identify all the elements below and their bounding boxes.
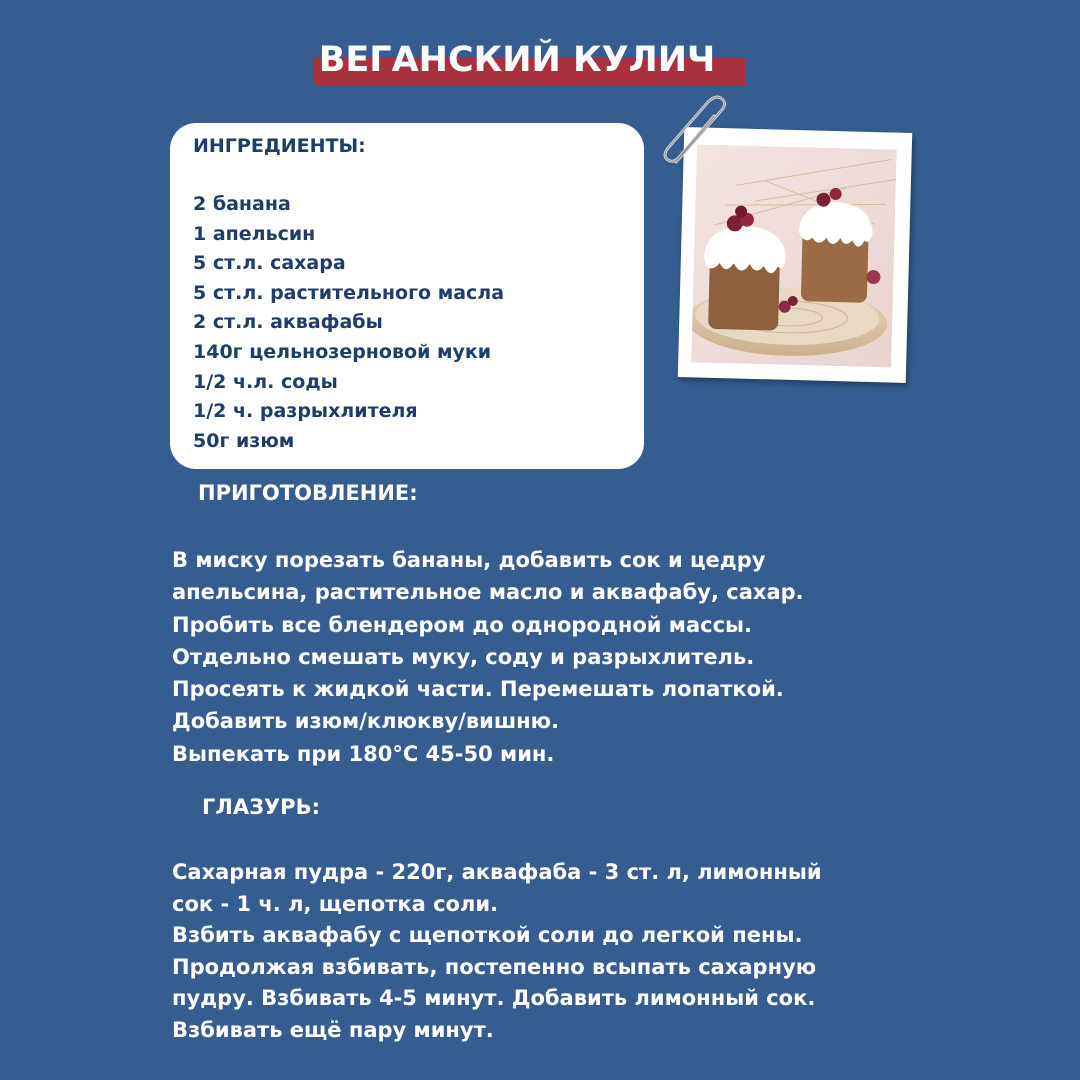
ingredients-heading: ИНГРЕДИЕНТЫ: bbox=[193, 135, 366, 157]
preparation-text bbox=[172, 544, 804, 770]
ingredient-item: 5 ст.л. растительного масла bbox=[193, 281, 505, 304]
ingredient-item: 1 апельсин bbox=[193, 222, 316, 245]
glaze-line: Взбить аквафабу с щепоткой соли до легкой пены. bbox=[172, 923, 803, 948]
glaze-line: сок - 1 ч. л, щепотка соли. bbox=[172, 891, 499, 916]
glaze-heading: ГЛАЗУРЬ: bbox=[202, 795, 320, 819]
ingredient-item: 2 ст.л. аквафабы bbox=[193, 311, 383, 334]
glaze-line: Продолжая взбивать, постепенно всыпать сахарную bbox=[172, 954, 817, 979]
ingredient-item: 2 банана bbox=[193, 193, 291, 215]
kulich-illustration bbox=[691, 144, 897, 367]
glaze-line: пудру. Взбивать 4-5 минут. Добавить лимонный сок. bbox=[172, 986, 816, 1011]
paperclip-icon bbox=[658, 94, 738, 174]
ingredient-item: 140г цельнозерновой муки bbox=[193, 340, 492, 363]
ingredients-card bbox=[170, 123, 644, 469]
ingredient-item: 5 ст.л. сахара bbox=[193, 252, 346, 275]
preparation-line: Добавить изюм/клюкву/вишню. bbox=[172, 709, 560, 734]
ingredients-list bbox=[193, 190, 504, 456]
preparation-line: Просеять к жидкой части. Перемешать лопаткой. bbox=[172, 677, 784, 702]
preparation-line: В миску порезать бананы, добавить сок и цедру bbox=[172, 548, 766, 572]
kulich-photo bbox=[691, 144, 897, 367]
ingredient-item: 1/2 ч.л. соды bbox=[193, 370, 338, 393]
ingredient-item: 1/2 ч. разрыхлителя bbox=[193, 400, 418, 423]
preparation-line: апельсина, растительное масло и аквафабу, сахар. bbox=[172, 580, 804, 605]
title-block bbox=[314, 36, 746, 86]
glaze-line: Сахарная пудра - 220г, аквафаба - 3 ст. л, лимонный bbox=[172, 860, 822, 884]
page-title: ВЕГАНСКИЙ КУЛИЧ bbox=[318, 40, 716, 80]
preparation-heading: ПРИГОТОВЛЕНИЕ: bbox=[198, 481, 418, 505]
glaze-text bbox=[172, 857, 822, 1047]
preparation-line: Выпекать при 180°С 45-50 мин. bbox=[172, 741, 555, 766]
glaze-line: Взбивать ещё пару минут. bbox=[172, 1017, 494, 1042]
preparation-line: Пробить все блендером до однородной массы. bbox=[172, 612, 753, 637]
ingredient-item: 50г изюм bbox=[193, 429, 295, 452]
preparation-line: Отдельно смешать муку, соду и разрыхлитель. bbox=[172, 644, 755, 669]
